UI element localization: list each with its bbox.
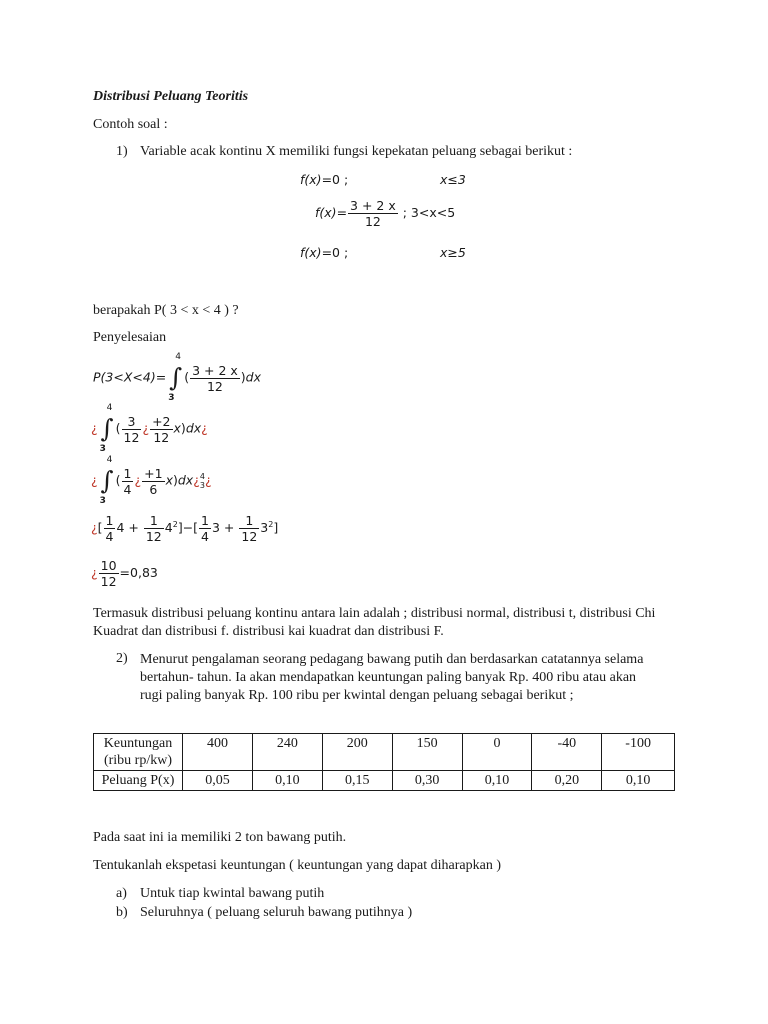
table-cell: 0,05 [183,771,253,791]
solution-step-2: ¿ 4 ∫ 3 ( $\frac{3}{12}$ ¿ $\frac{+2}{12}$ x)dx¿ [91,403,208,454]
pdf-line-2: f(x)= $\frac{3 + 2 x}{12}$ ; 3<x<5 [315,198,456,229]
table-cell: 0,10 [252,771,322,791]
solution-step-3: ¿ 4 ∫ 3 ( $\frac{1}{4}$ ¿ $\frac{+1}{6}$ x)dx¿ 4 3 ¿ [91,455,212,506]
pdf-line-1: f(x)=0 ; [300,172,349,187]
table-cell: 400 [183,734,253,771]
solution-result: ¿ $\frac{10}{12}$ =0,83 [91,558,158,589]
table-row-header: Peluang P(x) [94,771,183,791]
profit-probability-table [93,733,675,791]
pdf-condition-3: x≥5 [440,245,466,260]
q2-paragraph-2: Tentukanlah ekspetasi keuntungan ( keuntungan yang dapat diharapkan ) [93,858,501,873]
table-cell: 240 [252,734,322,771]
q2-text: Menurut pengalaman seorang pedagang bawang putih dan berdasarkan catatannya selama bertahun- tahun. Ia akan mendapatkan keuntungan paling banyak Rp. 400 ribu atau akan rugi paling banyak Rp. 100 ribu per kwintal dengan peluang sebagai berikut ; [140,652,644,703]
example-label: Contoh soal : [93,117,168,132]
integral-sign: 4 ∫ 3 [168,352,183,403]
table-cell: 0,20 [532,771,602,791]
solution-label: Penyelesaian [93,330,167,345]
solution-step-4: ¿[ $\frac{1}{4}$ 4 + $\frac{1}{12}$ $4^2]-$[ $\frac{1}{4}$ 3 + $\frac{1}{12}$ $3^2$] [91,513,279,544]
table-cell: -100 [602,734,675,771]
table-cell: 0,10 [602,771,675,791]
pdf-fraction: $\frac{3 + 2 x}{12}$ [350,198,396,229]
table-cell: 150 [392,734,462,771]
table-row [94,771,675,791]
table-cell: 0 [462,734,532,771]
list-item-marker: a) [116,886,127,901]
table-cell: 200 [322,734,392,771]
table-row [94,734,675,771]
list-item: Seluruhnya ( peluang seluruh bawang putihnya ) [140,905,413,920]
q2-paragraph-1: Pada saat ini ia memiliki 2 ton bawang putih. [93,830,347,845]
table-row-header: Keuntungan (ribu rp/kw) [94,734,183,771]
q2-number: 2) [116,651,128,666]
integral-sign: 4 ∫ 3 [99,455,114,506]
question-text: berapakah P( 3 < x < 4 ) ? [93,303,239,318]
document-title: Distribusi Peluang Teoritis [93,89,249,104]
integral-sign: 4 ∫ 3 [99,403,114,454]
pdf-line-3: f(x)=0 ; [300,245,349,260]
list-item-marker: b) [116,905,128,920]
solution-step-1: P(3<X<4)= 4 ∫ 3 ( $\frac{3 + 2 x}{12}$ )dx [93,352,262,403]
table-cell: 0,15 [322,771,392,791]
list-item: Untuk tiap kwintal bawang putih [140,886,325,901]
table-cell: 0,30 [392,771,462,791]
q1-number: 1) [116,144,128,159]
pdf-condition-1: x≤3 [440,172,466,187]
distribution-note: Termasuk distribusi peluang kontinu antara lain adalah ; distribusi normal, distribusi t, distribusi Chi Kuadrat dan distribusi f. distribusi kai kuadrat dan distribusi F. [93,606,656,639]
table-cell: -40 [532,734,602,771]
q1-text: Variable acak kontinu X memiliki fungsi kepekatan peluang sebagai berikut : [140,144,573,159]
table-cell: 0,10 [462,771,532,791]
